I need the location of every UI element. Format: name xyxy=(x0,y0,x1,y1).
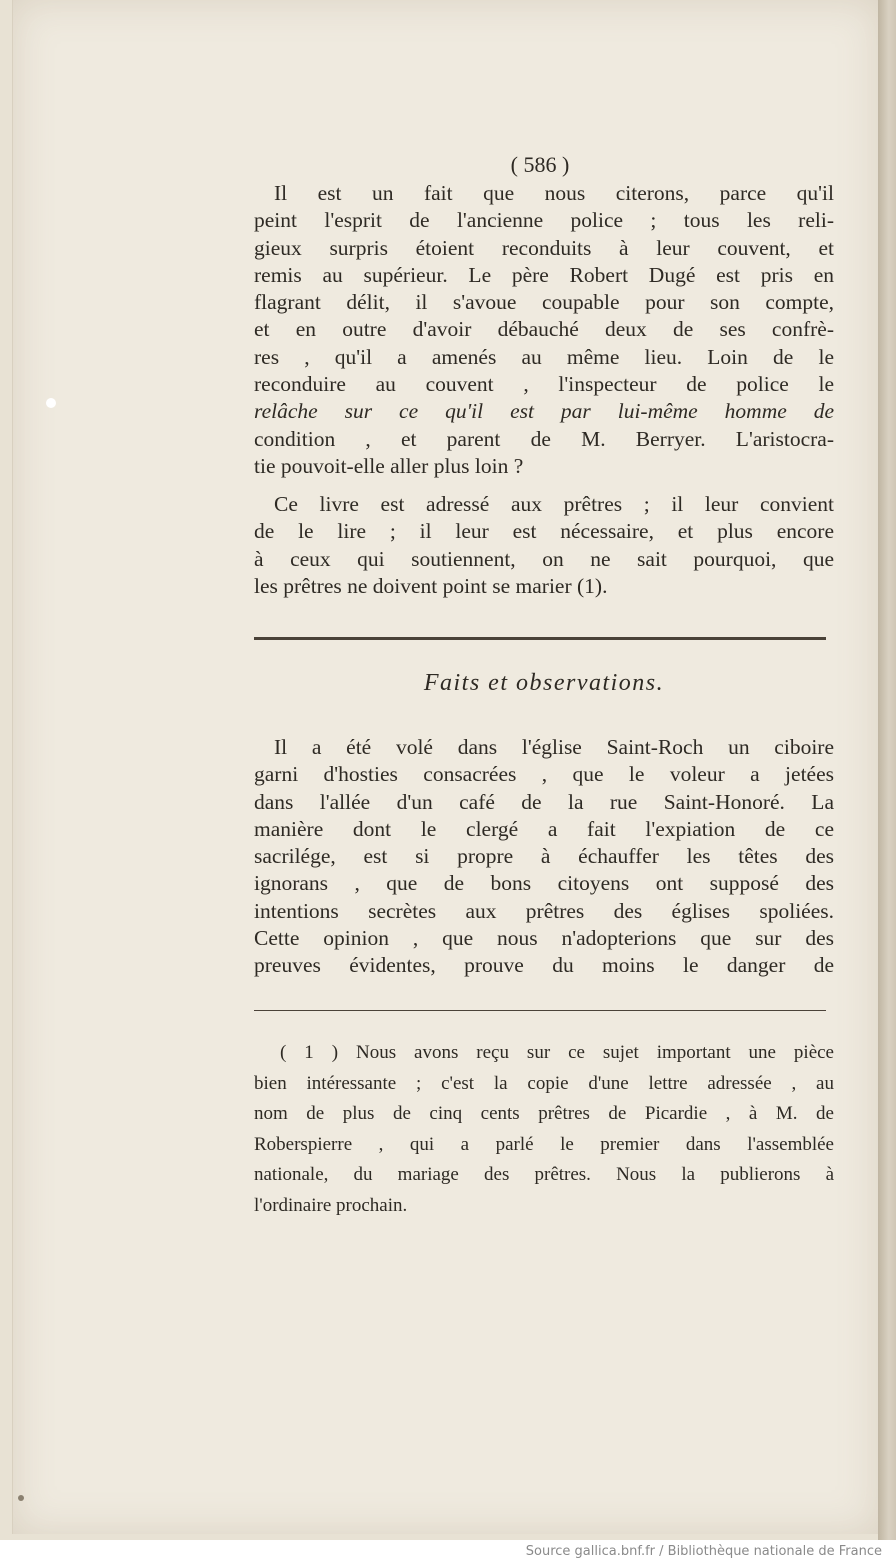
text-line: Cette opinion , que nous n'adopterions que sur des xyxy=(254,926,834,951)
text-line: Ce livre est adressé aux prêtres ; il leur convient xyxy=(274,492,834,516)
paragraph-1 xyxy=(254,180,834,480)
text-line: gieux surpris étoient reconduits à leur couvent, et xyxy=(254,235,834,260)
text-line: dans l'allée d'un café de la rue Saint-Honoré. La xyxy=(254,789,834,814)
text-line: Il est un fait que nous citerons, parce qu'il xyxy=(274,181,834,205)
paper-blemish xyxy=(46,398,56,408)
page-number: ( 586 ) xyxy=(510,152,570,177)
footnote-line: nom de plus de cinq cents prêtres de Picardie , à M. de xyxy=(254,1103,834,1124)
text-line: relâche sur ce qu'il est par lui-même homme de xyxy=(254,399,834,424)
text-line: de le lire ; il leur est nécessaire, et plus encore xyxy=(254,519,834,544)
footnote-divider xyxy=(254,1010,826,1011)
paragraph-3 xyxy=(254,734,834,980)
text-line: les prêtres ne doivent point se marier (1). xyxy=(254,573,608,598)
text-line: res , qu'il a amenés au même lieu. Loin de le xyxy=(254,344,834,369)
footnote xyxy=(254,1038,834,1221)
text-line: et en outre d'avoir débauché deux de ses confrè- xyxy=(254,317,834,342)
text-line: flagrant délit, il s'avoue coupable pour son compte, xyxy=(254,290,834,315)
source-credit: Source gallica.bnf.fr / Bibliothèque nationale de France xyxy=(525,1544,882,1559)
text-line: sacrilége, est si propre à échauffer les têtes des xyxy=(254,844,834,869)
adjacent-page-edge xyxy=(878,0,896,1540)
footnote-block xyxy=(254,1038,834,1221)
text-line: condition , et parent de M. Berryer. L'aristocra- xyxy=(254,426,834,451)
section-title: Faits et observations. xyxy=(423,670,665,696)
text-line: ignorans , que de bons citoyens ont supposé des xyxy=(254,871,834,896)
text-line: preuves évidentes, prouve du moins le danger de xyxy=(254,953,834,978)
footnote-line: l'ordinaire prochain. xyxy=(254,1194,408,1216)
paragraph-2 xyxy=(254,491,834,600)
text-line: peint l'esprit de l'ancienne police ; tous les reli- xyxy=(254,208,834,233)
footnote-line: ( 1 ) Nous avons reçu sur ce sujet important une pièce xyxy=(280,1042,834,1063)
paragraph-book-note xyxy=(254,491,834,600)
footnote-line: nationale, du mariage des prêtres. Nous la publierons à xyxy=(254,1164,834,1185)
text-line: intentions secrètes aux prêtres des églises spoliées. xyxy=(254,898,834,923)
text-line: reconduire au couvent , l'inspecteur de police le xyxy=(254,372,834,397)
text-line: garni d'hosties consacrées , que le voleur a jetées xyxy=(254,762,834,787)
text-line: Il a été volé dans l'église Saint-Roch un ciboire xyxy=(274,735,834,759)
footnote-line: bien intéressante ; c'est la copie d'une lettre adressée , au xyxy=(254,1072,834,1094)
text-line: à ceux qui soutiennent, on ne sait pourquoi, que xyxy=(254,546,834,571)
text-line: manière dont le clergé a fait l'expiation de ce xyxy=(254,816,834,841)
paragraph-police-anecdote xyxy=(254,180,834,480)
text-line: remis au supérieur. Le père Robert Dugé est pris en xyxy=(254,262,834,287)
footnote-line: Roberspierre , qui a parlé le premier dans l'assemblée xyxy=(254,1133,834,1155)
paper-speck xyxy=(18,1495,24,1501)
text-line: tie pouvoit-elle aller plus loin ? xyxy=(254,453,524,478)
section-divider xyxy=(254,637,826,640)
paragraph-saint-roch xyxy=(254,734,834,980)
